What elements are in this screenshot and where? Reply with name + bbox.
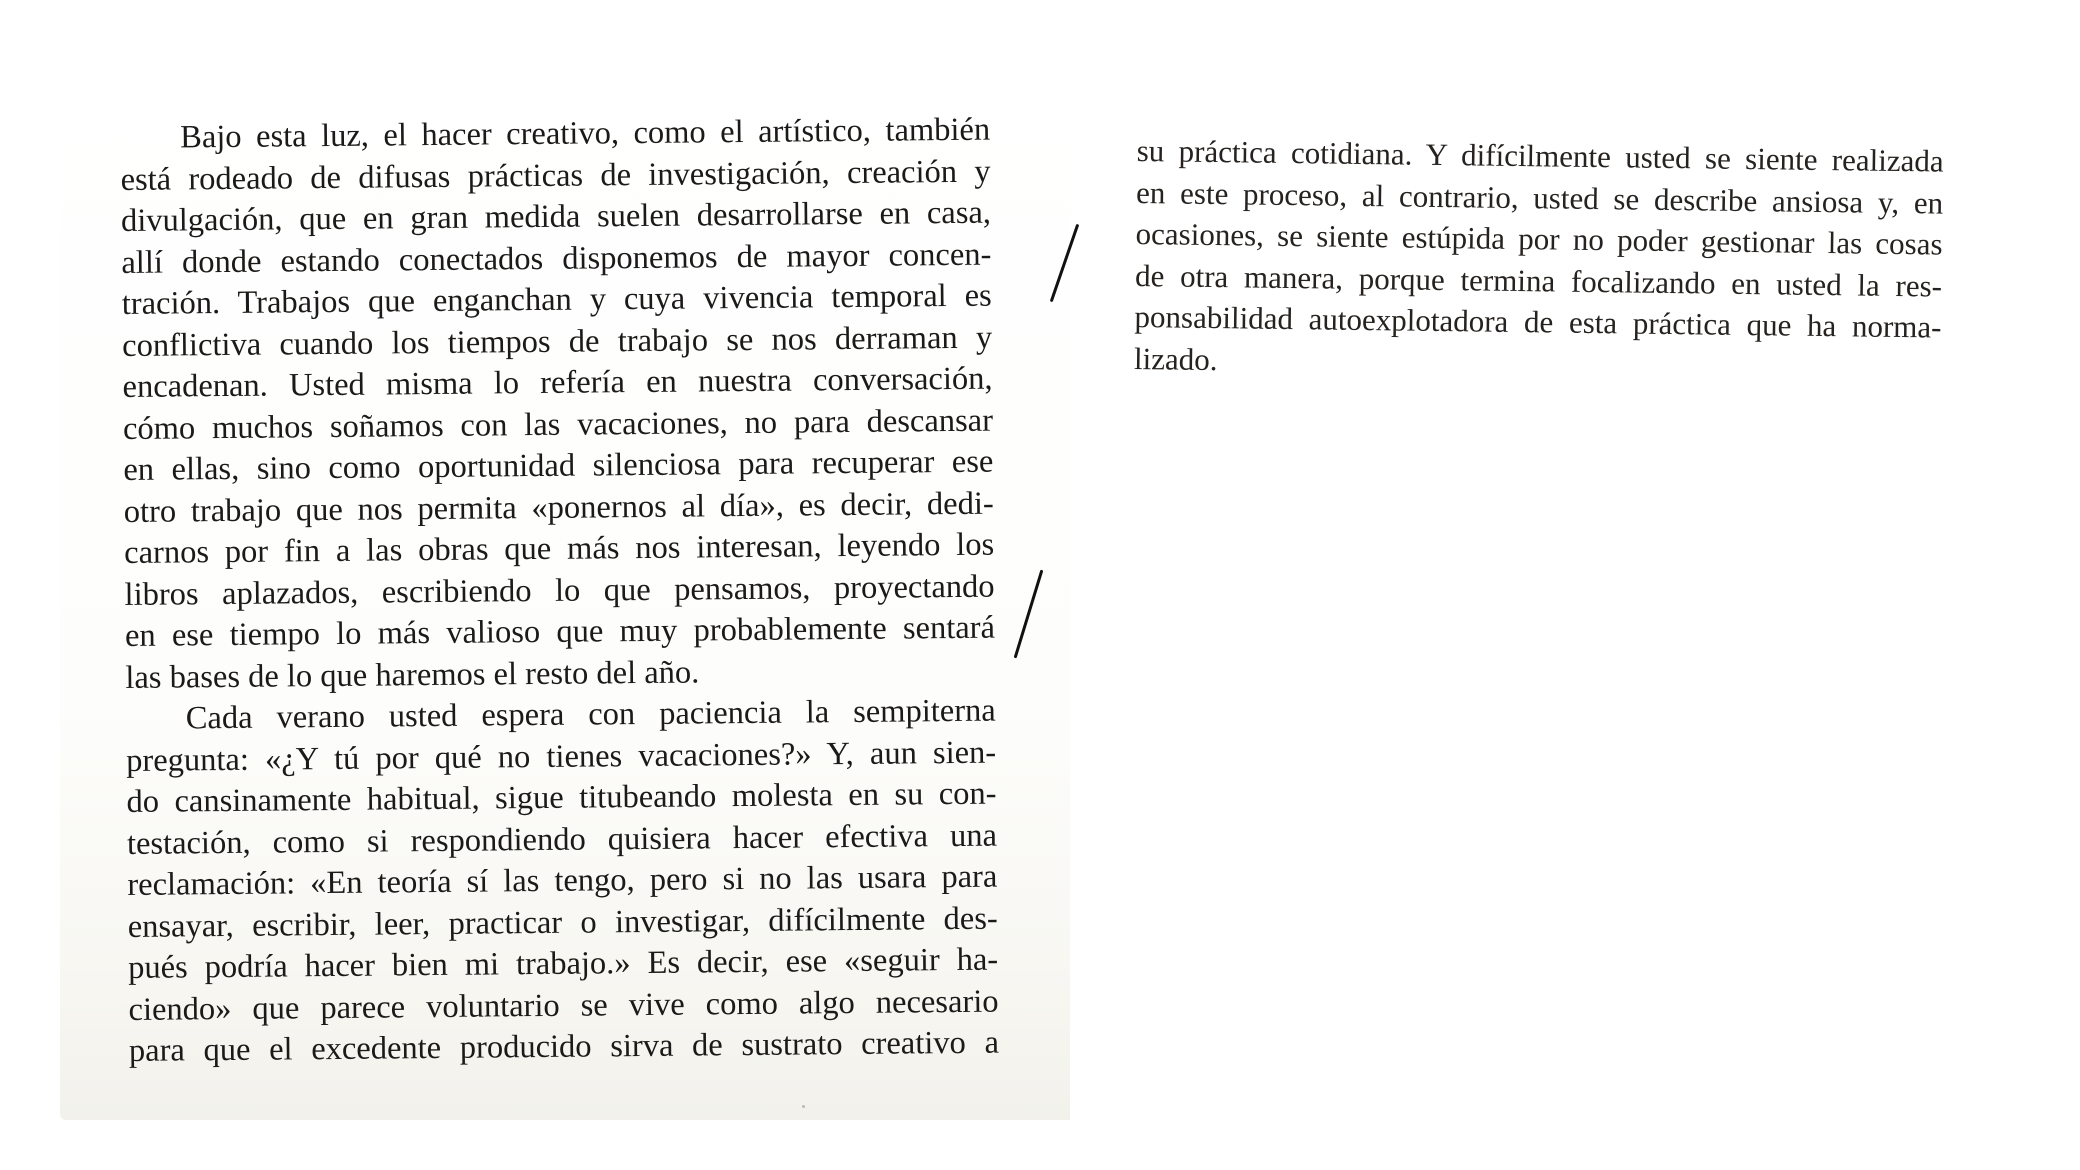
text-line: en ese tiempo lo más valioso que muy probablemente sentará	[124, 609, 996, 654]
text-line: allí donde estando conectados disponemos de mayor concen-	[121, 236, 992, 281]
left-text-column	[120, 110, 999, 1073]
text-line: otro trabajo que nos permita «ponernos al día», es decir, dedi-	[123, 485, 994, 530]
paper-speck	[802, 1105, 805, 1108]
text-line: en ellas, sino como oportunidad silenciosa para recuperar ese	[123, 443, 994, 488]
right-text-column	[1134, 130, 1944, 390]
text-line: de otra manera, porque termina focalizando en usted la res-	[1134, 257, 1943, 304]
text-line: libros aplazados, escribiendo lo que pensamos, proyectando	[124, 568, 995, 613]
text-line: testación, como si respondiendo quisiera hacer efectiva una	[126, 817, 998, 862]
text-line: ensayar, escribir, leer, practicar o investigar, difícilmente des-	[127, 900, 998, 945]
text-line: pregunta: «¿Y tú por qué no tienes vacaciones?» Y, aun sien-	[125, 734, 997, 779]
text-line: ocasiones, se siente estúpida por no poder gestionar las cosas	[1135, 215, 1943, 262]
text-line: divulgación, que en gran medida suelen desarrollarse en casa,	[120, 194, 992, 239]
text-line: Cada verano usted espera con paciencia la sempiterna	[185, 692, 996, 737]
text-line: conflictiva cuando los tiempos de trabajo se nos derraman y	[122, 319, 993, 364]
text-line: carnos por fin a las obras que más nos interesan, leyendo los	[124, 526, 995, 571]
paragraph-bajo-esta-luz	[120, 110, 996, 699]
text-line: ciendo» que parece voluntario se vive como algo necesario	[128, 983, 999, 1028]
text-line: ponsabilidad autoexplotadora de esta práctica que ha norma-	[1134, 298, 1942, 345]
text-line: para que el excedente producido sirva de sustrato creativo a	[128, 1024, 1000, 1069]
paragraph-cada-verano	[126, 691, 1000, 1073]
text-line: Bajo esta luz, el hacer creativo, como el artístico, también	[180, 111, 991, 156]
text-line: su práctica cotidiana. Y difícilmente usted se siente realizada	[1136, 132, 1944, 179]
text-line: lizado.	[1133, 340, 1218, 377]
text-line: en este proceso, al contrario, usted se describe ansiosa y, en	[1135, 174, 1944, 221]
text-line: encadenan. Usted misma lo refería en nuestra conversación,	[122, 360, 993, 405]
text-line: las bases de lo que haremos el resto del año.	[125, 653, 700, 696]
text-line: reclamación: «En teoría sí las tengo, pero si no las usara para	[127, 858, 998, 903]
text-line: tración. Trabajos que enganchan y cuya vivencia temporal es	[121, 277, 992, 322]
text-line: pués podría hacer bien mi trabajo.» Es decir, ese «seguir ha-	[127, 941, 999, 986]
paragraph-su-practica	[1134, 130, 1944, 390]
text-line: está rodeado de difusas prácticas de investigación, creación y	[120, 153, 991, 198]
text-line: do cansinamente habitual, sigue titubeando molesta en su con-	[126, 775, 997, 820]
text-line: cómo muchos soñamos con las vacaciones, no para descansar	[122, 402, 994, 447]
